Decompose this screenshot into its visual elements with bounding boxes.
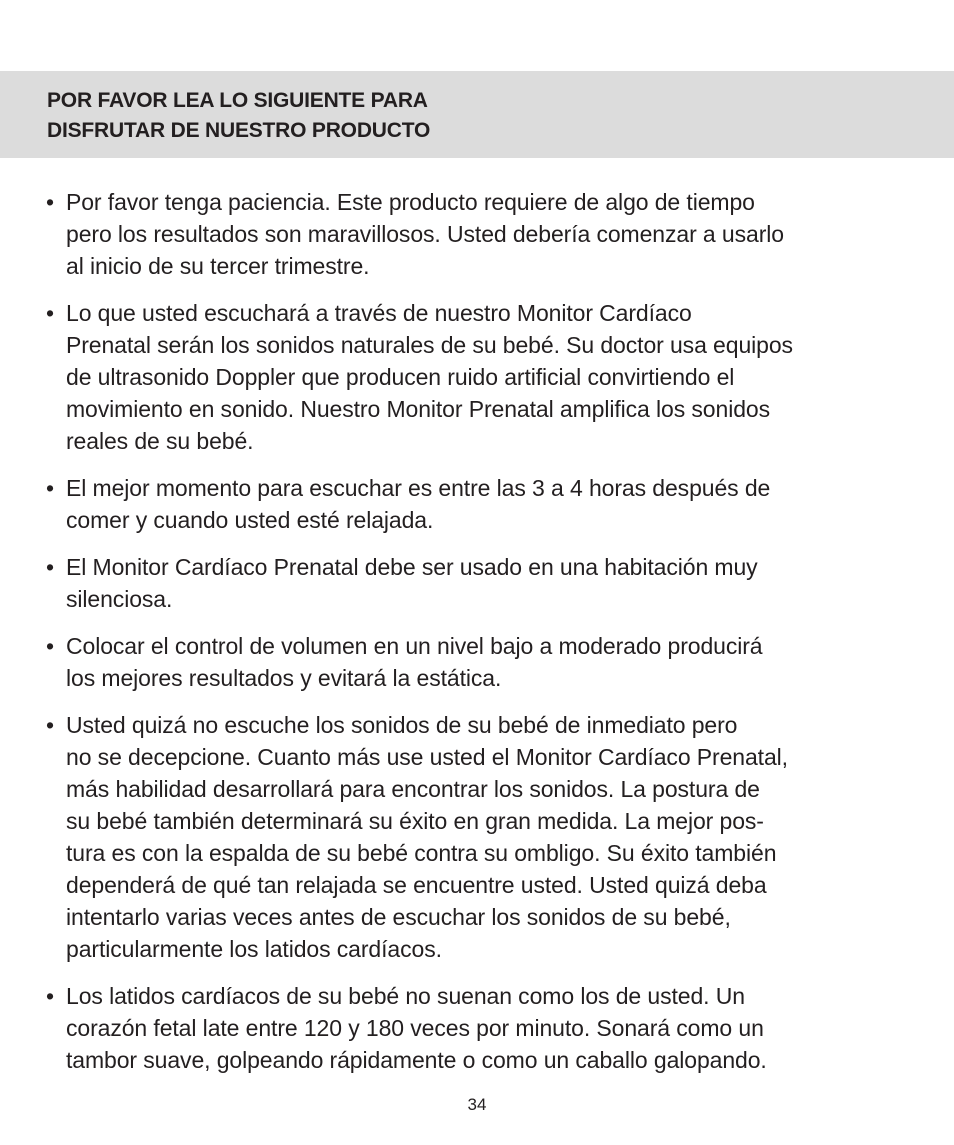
bullet-icon: • (46, 475, 54, 501)
bullet-icon: • (46, 983, 54, 1009)
bullet-item-volume (46, 630, 926, 694)
bullet-item-patience (46, 186, 926, 282)
bullet-text-line: silenciosa. (66, 586, 173, 612)
bullet-text-line: dependerá de qué tan relajada se encuentre usted. Usted quizá deba (66, 872, 767, 898)
bullet-item-practice (46, 709, 926, 965)
bullet-item-heartbeat (46, 980, 926, 1076)
bullet-item-best-time (46, 472, 926, 536)
bullet-text-line: tambor suave, golpeando rápidamente o como un caballo galopando. (66, 1047, 767, 1073)
bullet-text-line: corazón fetal late entre 120 y 180 veces por minuto. Sonará como un (66, 1015, 764, 1041)
bullet-text-line: de ultrasonido Doppler que producen ruido artificial convirtiendo el (66, 364, 735, 390)
section-title-line: POR FAVOR LEA LO SIGUIENTE PARA (47, 89, 428, 112)
bullet-text-line: Lo que usted escuchará a través de nuestro Monitor Cardíaco (66, 300, 692, 326)
bullet-text-line: Colocar el control de volumen en un nivel bajo a moderado producirá (66, 633, 763, 659)
bullet-text-line: Por favor tenga paciencia. Este producto requiere de algo de tiempo (66, 189, 755, 215)
bullet-text-line: su bebé también determinará su éxito en gran medida. La mejor pos- (66, 808, 764, 834)
bullet-text-line: los mejores resultados y evitará la estática. (66, 665, 502, 691)
bullet-icon: • (46, 554, 54, 580)
bullet-text-line: al inicio de su tercer trimestre. (66, 253, 370, 279)
bullet-text-line: tura es con la espalda de su bebé contra su ombligo. Su éxito también (66, 840, 777, 866)
bullet-item-quiet-room (46, 551, 926, 615)
bullet-icon: • (46, 712, 54, 738)
bullet-text-line: Prenatal serán los sonidos naturales de su bebé. Su doctor usa equipos (66, 332, 793, 358)
bullet-icon: • (46, 189, 54, 215)
bullet-icon: • (46, 633, 54, 659)
bullet-text-line: El Monitor Cardíaco Prenatal debe ser usado en una habitación muy (66, 554, 758, 580)
bullet-icon: • (46, 300, 54, 326)
bullet-text-line: Usted quizá no escuche los sonidos de su bebé de inmediato pero (66, 712, 738, 738)
bullet-text-line: particularmente los latidos cardíacos. (66, 936, 442, 962)
bullet-text-line: Los latidos cardíacos de su bebé no suenan como los de usted. Un (66, 983, 745, 1009)
bullet-list (46, 186, 926, 1091)
bullet-text-line: intentarlo varias veces antes de escuchar los sonidos de su bebé, (66, 904, 731, 930)
section-title (47, 86, 430, 146)
bullet-text-line: más habilidad desarrollará para encontrar los sonidos. La postura de (66, 776, 760, 802)
section-title-line: DISFRUTAR DE NUESTRO PRODUCTO (47, 119, 431, 142)
bullet-text-line: pero los resultados son maravillosos. Usted debería comenzar a usarlo (66, 221, 784, 247)
bullet-text-line: reales de su bebé. (66, 428, 254, 454)
bullet-text-line: comer y cuando usted esté relajada. (66, 507, 434, 533)
page-number: 34 (467, 1095, 487, 1114)
bullet-text-line: El mejor momento para escuchar es entre las 3 a 4 horas después de (66, 475, 771, 501)
bullet-text-line: no se decepcione. Cuanto más use usted el Monitor Cardíaco Prenatal, (66, 744, 788, 770)
bullet-text-line: movimiento en sonido. Nuestro Monitor Prenatal amplifica los sonidos (66, 396, 770, 422)
bullet-item-natural-sounds (46, 297, 926, 457)
